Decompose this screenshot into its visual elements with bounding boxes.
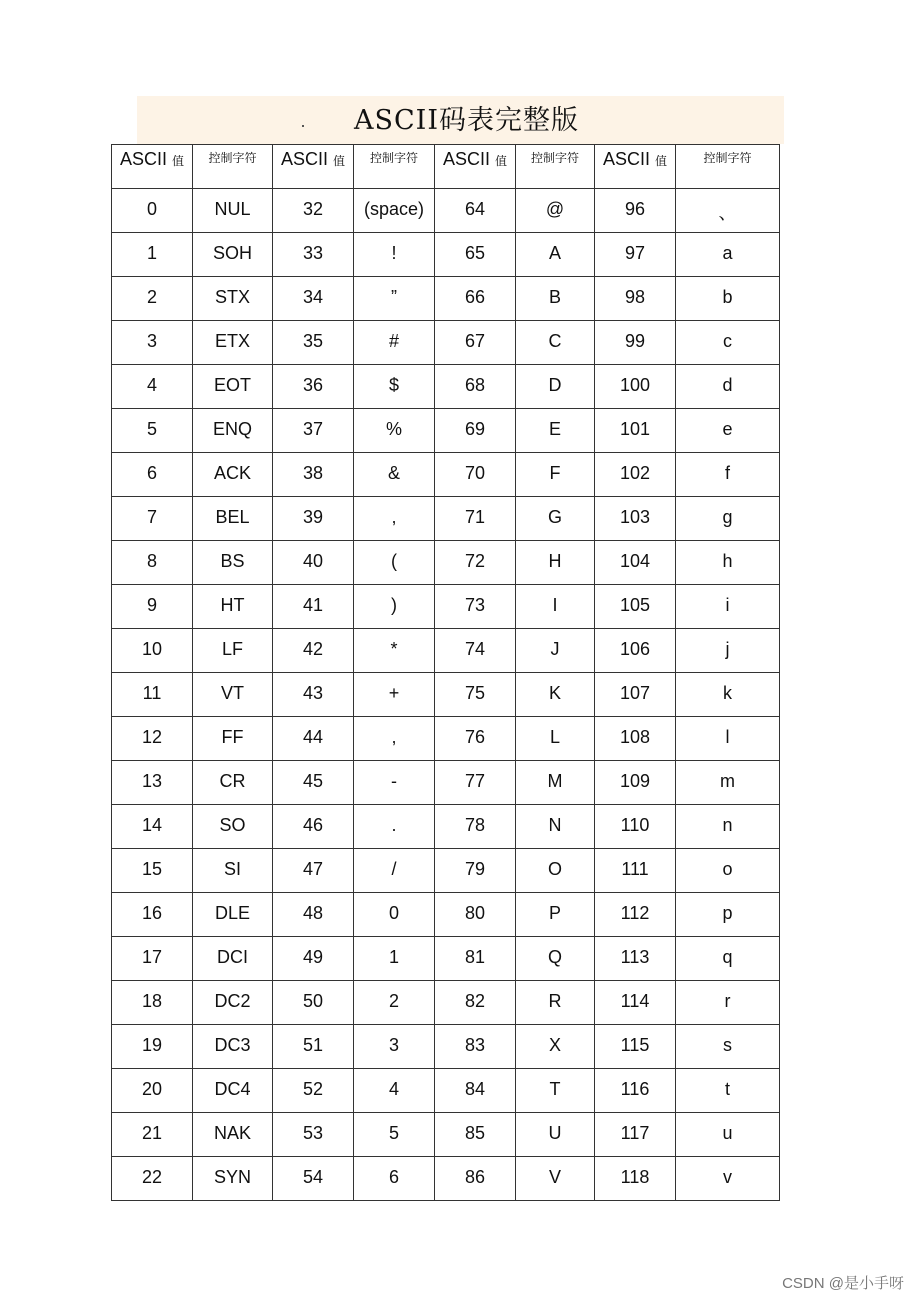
table-row: [112, 277, 780, 321]
ascii-value-cell: 2: [112, 277, 193, 321]
character-cell: FF: [193, 717, 273, 761]
character-cell: (space): [354, 189, 435, 233]
header-ascii-value: ASCII 值: [435, 145, 516, 189]
table-row: [112, 233, 780, 277]
character-cell: f: [676, 453, 780, 497]
ascii-value-cell: 72: [435, 541, 516, 585]
character-cell: DC2: [193, 981, 273, 1025]
character-cell: l: [676, 717, 780, 761]
character-cell: E: [516, 409, 595, 453]
ascii-value-cell: 114: [595, 981, 676, 1025]
character-cell: s: [676, 1025, 780, 1069]
character-cell: B: [516, 277, 595, 321]
ascii-value-cell: 14: [112, 805, 193, 849]
ascii-value-cell: 13: [112, 761, 193, 805]
table-row: [112, 1113, 780, 1157]
character-cell: I: [516, 585, 595, 629]
character-cell: &: [354, 453, 435, 497]
ascii-value-cell: 53: [273, 1113, 354, 1157]
character-cell: /: [354, 849, 435, 893]
table-row: [112, 585, 780, 629]
table-row: [112, 365, 780, 409]
ascii-value-cell: 43: [273, 673, 354, 717]
character-cell: #: [354, 321, 435, 365]
ascii-value-cell: 44: [273, 717, 354, 761]
character-cell: 4: [354, 1069, 435, 1113]
ascii-value-cell: 39: [273, 497, 354, 541]
ascii-value-cell: 106: [595, 629, 676, 673]
ascii-value-cell: 84: [435, 1069, 516, 1113]
ascii-value-cell: 109: [595, 761, 676, 805]
ascii-value-cell: 111: [595, 849, 676, 893]
character-cell: A: [516, 233, 595, 277]
ascii-table: [111, 144, 780, 1201]
ascii-value-cell: 38: [273, 453, 354, 497]
character-cell: J: [516, 629, 595, 673]
character-cell: m: [676, 761, 780, 805]
ascii-value-cell: 107: [595, 673, 676, 717]
table-row: [112, 849, 780, 893]
character-cell: d: [676, 365, 780, 409]
table-row: [112, 1069, 780, 1113]
ascii-value-cell: 54: [273, 1157, 354, 1201]
ascii-value-cell: 21: [112, 1113, 193, 1157]
ascii-value-cell: 97: [595, 233, 676, 277]
table-row: [112, 629, 780, 673]
character-cell: LF: [193, 629, 273, 673]
ascii-value-cell: 67: [435, 321, 516, 365]
ascii-value-cell: 78: [435, 805, 516, 849]
character-cell: BEL: [193, 497, 273, 541]
character-cell: q: [676, 937, 780, 981]
ascii-value-cell: 45: [273, 761, 354, 805]
character-cell: v: [676, 1157, 780, 1201]
ascii-value-cell: 102: [595, 453, 676, 497]
ascii-value-cell: 86: [435, 1157, 516, 1201]
character-cell: M: [516, 761, 595, 805]
ascii-value-cell: 35: [273, 321, 354, 365]
character-cell: CR: [193, 761, 273, 805]
character-cell: HT: [193, 585, 273, 629]
character-cell: C: [516, 321, 595, 365]
character-cell: STX: [193, 277, 273, 321]
character-cell: i: [676, 585, 780, 629]
character-cell: !: [354, 233, 435, 277]
ascii-value-cell: 15: [112, 849, 193, 893]
character-cell: SI: [193, 849, 273, 893]
ascii-value-cell: 12: [112, 717, 193, 761]
ascii-value-cell: 7: [112, 497, 193, 541]
character-cell: U: [516, 1113, 595, 1157]
ascii-value-cell: 66: [435, 277, 516, 321]
ascii-value-cell: 0: [112, 189, 193, 233]
character-cell: L: [516, 717, 595, 761]
ascii-value-cell: 64: [435, 189, 516, 233]
ascii-value-cell: 82: [435, 981, 516, 1025]
ascii-value-cell: 48: [273, 893, 354, 937]
character-cell: o: [676, 849, 780, 893]
ascii-value-cell: 9: [112, 585, 193, 629]
ascii-value-cell: 112: [595, 893, 676, 937]
character-cell: 6: [354, 1157, 435, 1201]
ascii-value-cell: 49: [273, 937, 354, 981]
character-cell: 1: [354, 937, 435, 981]
character-cell: (: [354, 541, 435, 585]
table-row: [112, 1157, 780, 1201]
character-cell: p: [676, 893, 780, 937]
ascii-value-cell: 18: [112, 981, 193, 1025]
table-header-row: [112, 145, 780, 189]
ascii-value-cell: 118: [595, 1157, 676, 1201]
ascii-value-cell: 10: [112, 629, 193, 673]
ascii-value-cell: 83: [435, 1025, 516, 1069]
character-cell: DC4: [193, 1069, 273, 1113]
character-cell: R: [516, 981, 595, 1025]
table-row: [112, 321, 780, 365]
ascii-value-cell: 104: [595, 541, 676, 585]
character-cell: g: [676, 497, 780, 541]
character-cell: -: [354, 761, 435, 805]
character-cell: +: [354, 673, 435, 717]
header-ascii-value: ASCII 值: [595, 145, 676, 189]
ascii-value-cell: 5: [112, 409, 193, 453]
character-cell: ”: [354, 277, 435, 321]
character-cell: ,: [354, 497, 435, 541]
table-row: [112, 497, 780, 541]
ascii-value-cell: 19: [112, 1025, 193, 1069]
header-ascii-value: ASCII 值: [112, 145, 193, 189]
ascii-value-cell: 3: [112, 321, 193, 365]
character-cell: a: [676, 233, 780, 277]
ascii-value-cell: 68: [435, 365, 516, 409]
ascii-value-cell: 22: [112, 1157, 193, 1201]
character-cell: T: [516, 1069, 595, 1113]
header-ascii-value: ASCII 值: [273, 145, 354, 189]
header-control-char: 控制字符: [516, 145, 595, 189]
ascii-value-cell: 65: [435, 233, 516, 277]
ascii-value-cell: 116: [595, 1069, 676, 1113]
ascii-value-cell: 80: [435, 893, 516, 937]
ascii-value-cell: 40: [273, 541, 354, 585]
character-cell: N: [516, 805, 595, 849]
ascii-value-cell: 69: [435, 409, 516, 453]
ascii-value-cell: 70: [435, 453, 516, 497]
ascii-value-cell: 46: [273, 805, 354, 849]
table-row: [112, 453, 780, 497]
character-cell: 3: [354, 1025, 435, 1069]
ascii-value-cell: 51: [273, 1025, 354, 1069]
table-row: [112, 805, 780, 849]
table-row: [112, 189, 780, 233]
ascii-value-cell: 52: [273, 1069, 354, 1113]
ascii-value-cell: 113: [595, 937, 676, 981]
character-cell: BS: [193, 541, 273, 585]
character-cell: EOT: [193, 365, 273, 409]
ascii-value-cell: 50: [273, 981, 354, 1025]
character-cell: %: [354, 409, 435, 453]
header-control-char: 控制字符: [354, 145, 435, 189]
character-cell: NAK: [193, 1113, 273, 1157]
character-cell: X: [516, 1025, 595, 1069]
character-cell: 、: [676, 189, 780, 233]
ascii-value-cell: 85: [435, 1113, 516, 1157]
character-cell: n: [676, 805, 780, 849]
character-cell: $: [354, 365, 435, 409]
ascii-value-cell: 115: [595, 1025, 676, 1069]
table-row: [112, 541, 780, 585]
character-cell: *: [354, 629, 435, 673]
ascii-value-cell: 99: [595, 321, 676, 365]
table-row: [112, 893, 780, 937]
character-cell: O: [516, 849, 595, 893]
character-cell: k: [676, 673, 780, 717]
ascii-value-cell: 33: [273, 233, 354, 277]
character-cell: b: [676, 277, 780, 321]
character-cell: F: [516, 453, 595, 497]
character-cell: Q: [516, 937, 595, 981]
ascii-value-cell: 108: [595, 717, 676, 761]
character-cell: ACK: [193, 453, 273, 497]
ascii-value-cell: 47: [273, 849, 354, 893]
ascii-value-cell: 117: [595, 1113, 676, 1157]
ascii-value-cell: 32: [273, 189, 354, 233]
ascii-value-cell: 81: [435, 937, 516, 981]
character-cell: h: [676, 541, 780, 585]
csdn-watermark: CSDN @是小手呀: [782, 1275, 904, 1292]
character-cell: r: [676, 981, 780, 1025]
ascii-value-cell: 100: [595, 365, 676, 409]
character-cell: V: [516, 1157, 595, 1201]
header-control-char: 控制字符: [193, 145, 273, 189]
character-cell: .: [354, 805, 435, 849]
ascii-value-cell: 42: [273, 629, 354, 673]
ascii-value-cell: 20: [112, 1069, 193, 1113]
character-cell: t: [676, 1069, 780, 1113]
ascii-value-cell: 75: [435, 673, 516, 717]
character-cell: @: [516, 189, 595, 233]
character-cell: DC3: [193, 1025, 273, 1069]
ascii-value-cell: 79: [435, 849, 516, 893]
ascii-value-cell: 34: [273, 277, 354, 321]
ascii-value-cell: 17: [112, 937, 193, 981]
ascii-value-cell: 103: [595, 497, 676, 541]
table-row: [112, 981, 780, 1025]
page-title: ASCII码表完整版: [354, 105, 579, 136]
ascii-value-cell: 41: [273, 585, 354, 629]
character-cell: NUL: [193, 189, 273, 233]
character-cell: c: [676, 321, 780, 365]
character-cell: SYN: [193, 1157, 273, 1201]
character-cell: u: [676, 1113, 780, 1157]
ascii-value-cell: 110: [595, 805, 676, 849]
table-row: [112, 761, 780, 805]
ascii-value-cell: 73: [435, 585, 516, 629]
character-cell: ENQ: [193, 409, 273, 453]
character-cell: SO: [193, 805, 273, 849]
character-cell: ETX: [193, 321, 273, 365]
table-row: [112, 1025, 780, 1069]
ascii-value-cell: 105: [595, 585, 676, 629]
ascii-value-cell: 6: [112, 453, 193, 497]
table-row: [112, 717, 780, 761]
ascii-value-cell: 16: [112, 893, 193, 937]
character-cell: K: [516, 673, 595, 717]
character-cell: ): [354, 585, 435, 629]
character-cell: 2: [354, 981, 435, 1025]
ascii-value-cell: 4: [112, 365, 193, 409]
header-control-char: 控制字符: [676, 145, 780, 189]
ascii-value-cell: 101: [595, 409, 676, 453]
character-cell: SOH: [193, 233, 273, 277]
ascii-value-cell: 11: [112, 673, 193, 717]
character-cell: DCI: [193, 937, 273, 981]
character-cell: 5: [354, 1113, 435, 1157]
ascii-value-cell: 77: [435, 761, 516, 805]
character-cell: 0: [354, 893, 435, 937]
ascii-value-cell: 74: [435, 629, 516, 673]
character-cell: G: [516, 497, 595, 541]
ascii-value-cell: 96: [595, 189, 676, 233]
ascii-value-cell: 8: [112, 541, 193, 585]
character-cell: e: [676, 409, 780, 453]
character-cell: j: [676, 629, 780, 673]
ascii-value-cell: 37: [273, 409, 354, 453]
character-cell: ,: [354, 717, 435, 761]
character-cell: D: [516, 365, 595, 409]
ascii-value-cell: 98: [595, 277, 676, 321]
ascii-value-cell: 76: [435, 717, 516, 761]
table-row: [112, 937, 780, 981]
table-row: [112, 673, 780, 717]
ascii-value-cell: 1: [112, 233, 193, 277]
character-cell: H: [516, 541, 595, 585]
character-cell: P: [516, 893, 595, 937]
character-cell: DLE: [193, 893, 273, 937]
ascii-value-cell: 36: [273, 365, 354, 409]
table-row: [112, 409, 780, 453]
character-cell: VT: [193, 673, 273, 717]
ascii-value-cell: 71: [435, 497, 516, 541]
